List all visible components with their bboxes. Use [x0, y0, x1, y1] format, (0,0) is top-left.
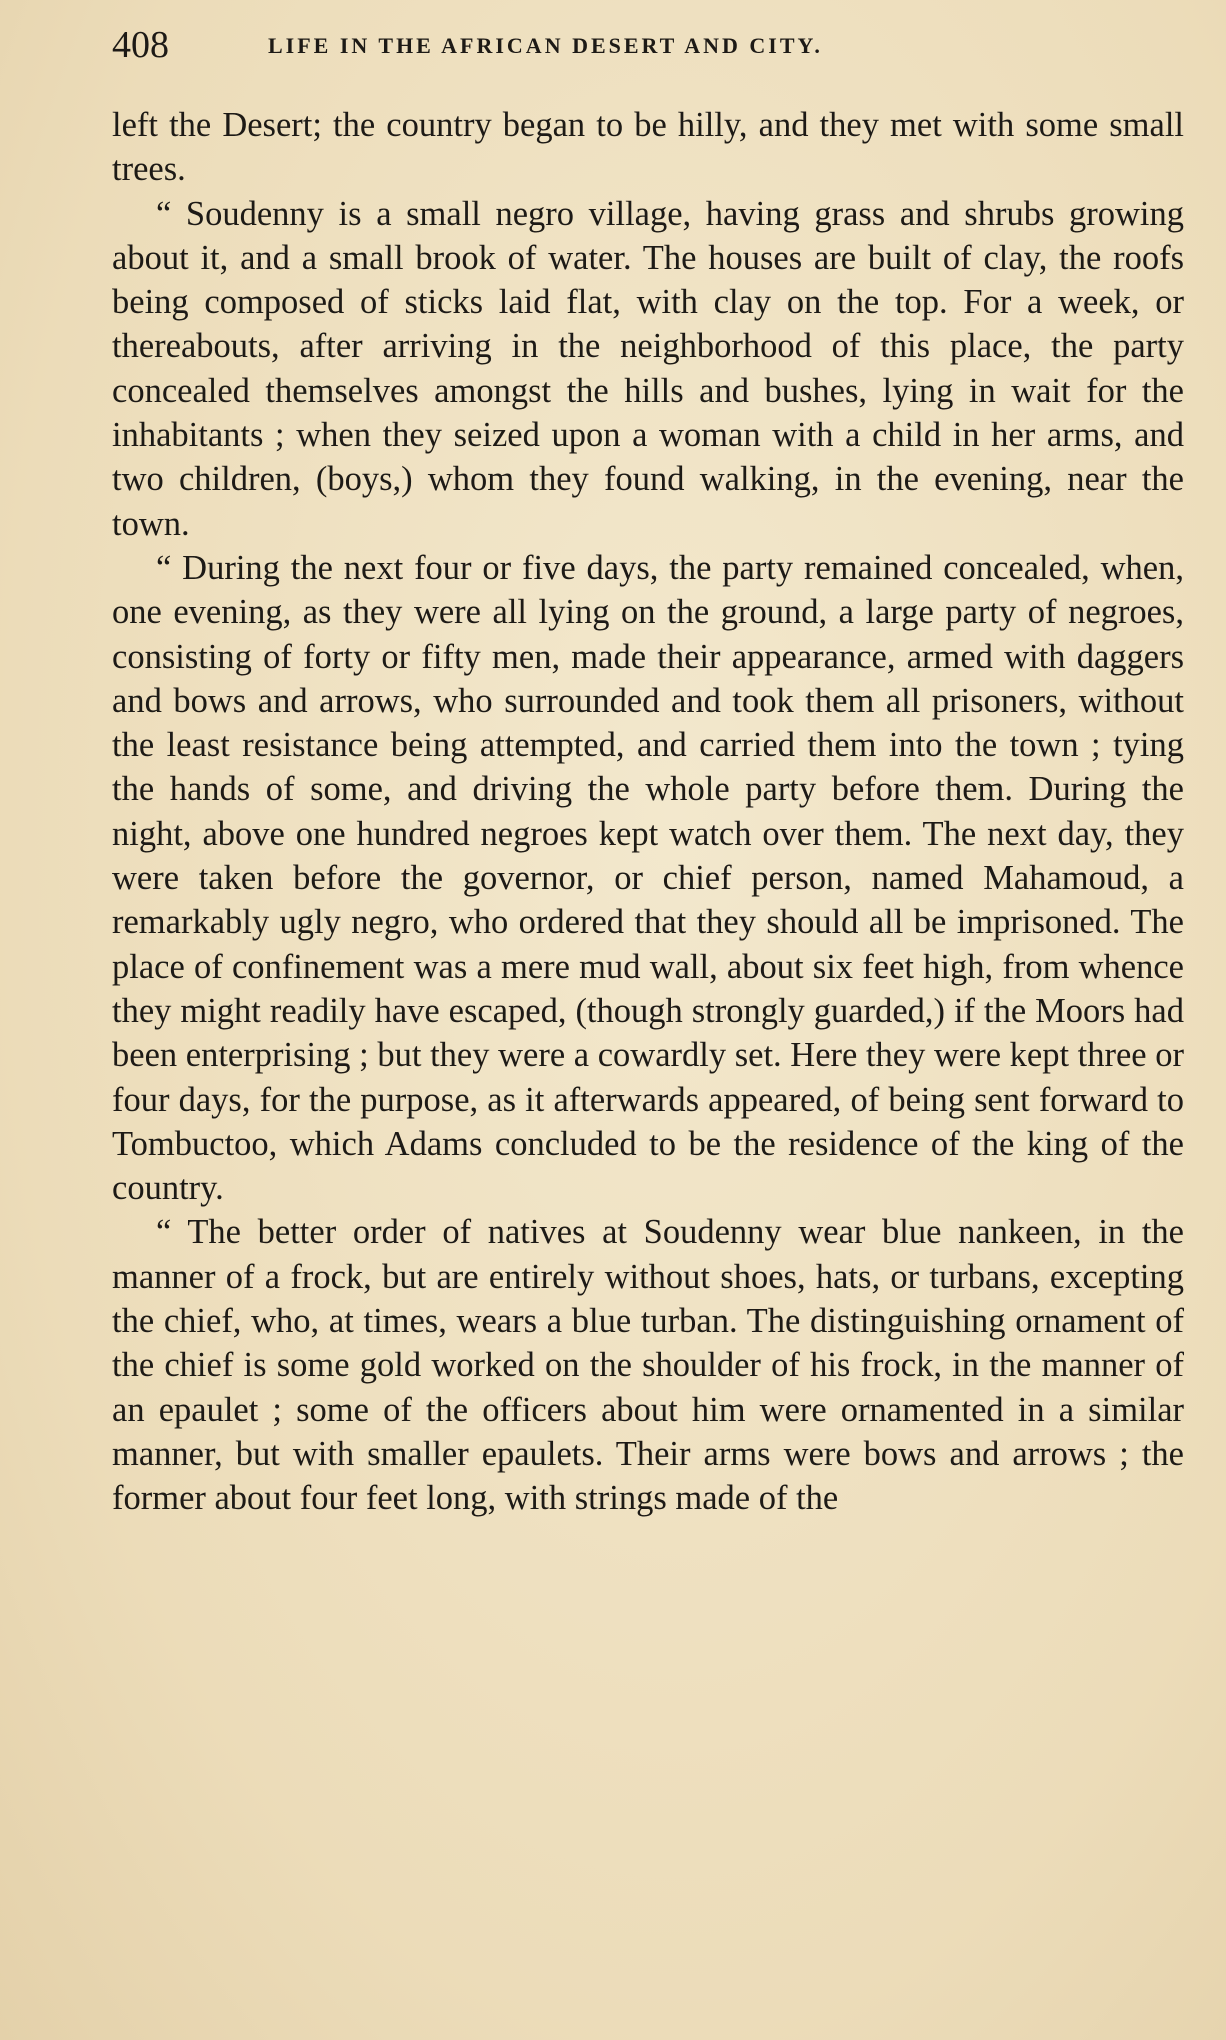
page-number: 408 — [112, 24, 169, 66]
running-title: LIFE IN THE AFRICAN DESERT AND CITY. — [268, 33, 823, 58]
running-head — [112, 20, 1192, 70]
paragraph-capture: “ During the next four or five days, the party remained concealed, when, one evening, as they were all lying on the ground, a large party of negroes, consisting of forty or fifty men, made their appearance, armed with daggers and bows and arrows, who surrounded and took them all prisoners, without the least resistance being attempted, and carried them into the town ; tying the hands of some, and driving the whole party before them. During the night, above one hundred negroes kept watch over them. The next day, they were taken before the governor, or chief person, named Mahamoud, a remarkably ugly negro, who ordered that they should all be imprisoned. The place of confinement was a mere mud wall, about six feet high, from whence they might readily have escaped, (though strongly guarded,) if the Moors had been enterprising ; but they were a cowardly set. Here they were kept three or four days, for the purpose, as it afterwards appeared, of being sent forward to Tombuctoo, which Adams concluded to be the residence of the king of the country. — [112, 548, 1184, 1208]
paragraph-natives-dress: “ The better order of natives at Soudenny wear blue nankeen, in the manner of a frock, but are entirely without shoes, hats, or turbans, excepting the chief, who, at times, wears a blue turban. The distinguishing ornament of the chief is some gold worked on the shoulder of his frock, in the manner of an epaulet ; some of the officers about him were ornamented in a similar manner, but with smaller epaulets. Their arms were bows and arrows ; the former about four feet long, with strings made of the — [112, 1213, 1184, 1518]
paragraph-soudenny-village: “ Soudenny is a small negro village, having grass and shrubs growing about it, and a small brook of water. The houses are built of clay, the roofs being composed of sticks laid flat, with clay on the top. For a week, or thereabouts, after arriving in the neighborhood of this place, the party concealed themselves amongst the hills and bushes, lying in wait for the inhabitants ; when they seized upon a woman with a child in her arms, and two children, (boys,) whom they found walking, in the evening, near the town. — [112, 194, 1184, 543]
body-text — [112, 103, 1184, 1521]
paragraph-continuation: left the Desert; the country began to be hilly, and they met with some small trees. — [112, 106, 1184, 189]
